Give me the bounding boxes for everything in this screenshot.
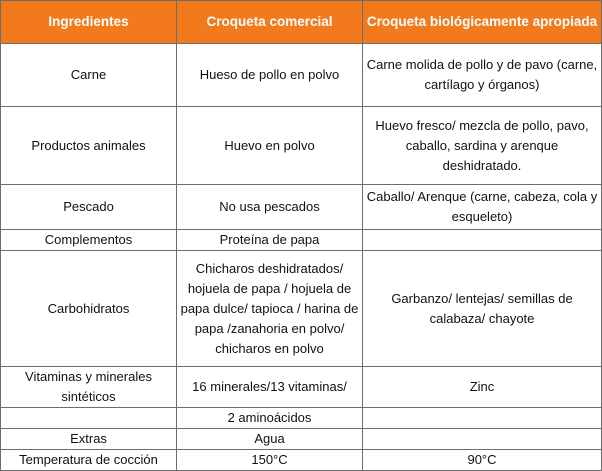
table-row <box>1 44 602 107</box>
table-row <box>1 230 602 251</box>
ingredient-cell: Extras <box>1 429 177 450</box>
table-row <box>1 367 602 408</box>
ingredient-cell: Complementos <box>1 230 177 251</box>
commercial-cell: Chicharos deshidratados/ hojuela de papa / hojuela de papa dulce/ tapioca / harina de papa /zanahoria en polvo/ chicharos en polvo <box>177 251 363 367</box>
commercial-cell: Huevo en polvo <box>177 107 363 185</box>
ingredient-cell: Carne <box>1 44 177 107</box>
ingredient-cell: Vitaminas y minerales sintéticos <box>1 367 177 408</box>
table-row <box>1 450 602 471</box>
table-row <box>1 429 602 450</box>
commercial-cell: 2 aminoácidos <box>177 408 363 429</box>
appropriate-cell <box>363 408 602 429</box>
appropriate-cell: 90°C <box>363 450 602 471</box>
appropriate-cell: Huevo fresco/ mezcla de pollo, pavo, caballo, sardina y arenque deshidratado. <box>363 107 602 185</box>
table-header <box>1 1 602 44</box>
table-row <box>1 408 602 429</box>
appropriate-cell <box>363 429 602 450</box>
ingredient-cell: Temperatura de cocción <box>1 450 177 471</box>
ingredient-cell <box>1 408 177 429</box>
table-row <box>1 107 602 185</box>
commercial-cell: Hueso de pollo en polvo <box>177 44 363 107</box>
commercial-cell: 16 minerales/13 vitaminas/ <box>177 367 363 408</box>
commercial-cell: Agua <box>177 429 363 450</box>
header-ingredientes: Ingredientes <box>1 1 177 44</box>
header-croqueta-comercial: Croqueta comercial <box>177 1 363 44</box>
appropriate-cell: Carne molida de pollo y de pavo (carne, cartílago y órganos) <box>363 44 602 107</box>
header-croqueta-apropiada: Croqueta biológicamente apropiada <box>363 1 602 44</box>
appropriate-cell: Caballo/ Arenque (carne, cabeza, cola y esqueleto) <box>363 185 602 230</box>
appropriate-cell <box>363 230 602 251</box>
appropriate-cell: Zinc <box>363 367 602 408</box>
table-row <box>1 185 602 230</box>
commercial-cell: 150°C <box>177 450 363 471</box>
appropriate-cell: Garbanzo/ lentejas/ semillas de calabaza/ chayote <box>363 251 602 367</box>
header-row <box>1 1 602 44</box>
table-body <box>1 44 602 471</box>
ingredient-cell: Productos animales <box>1 107 177 185</box>
commercial-cell: Proteína de papa <box>177 230 363 251</box>
ingredient-cell: Carbohidratos <box>1 251 177 367</box>
commercial-cell: No usa pescados <box>177 185 363 230</box>
table-row <box>1 251 602 367</box>
ingredient-cell: Pescado <box>1 185 177 230</box>
